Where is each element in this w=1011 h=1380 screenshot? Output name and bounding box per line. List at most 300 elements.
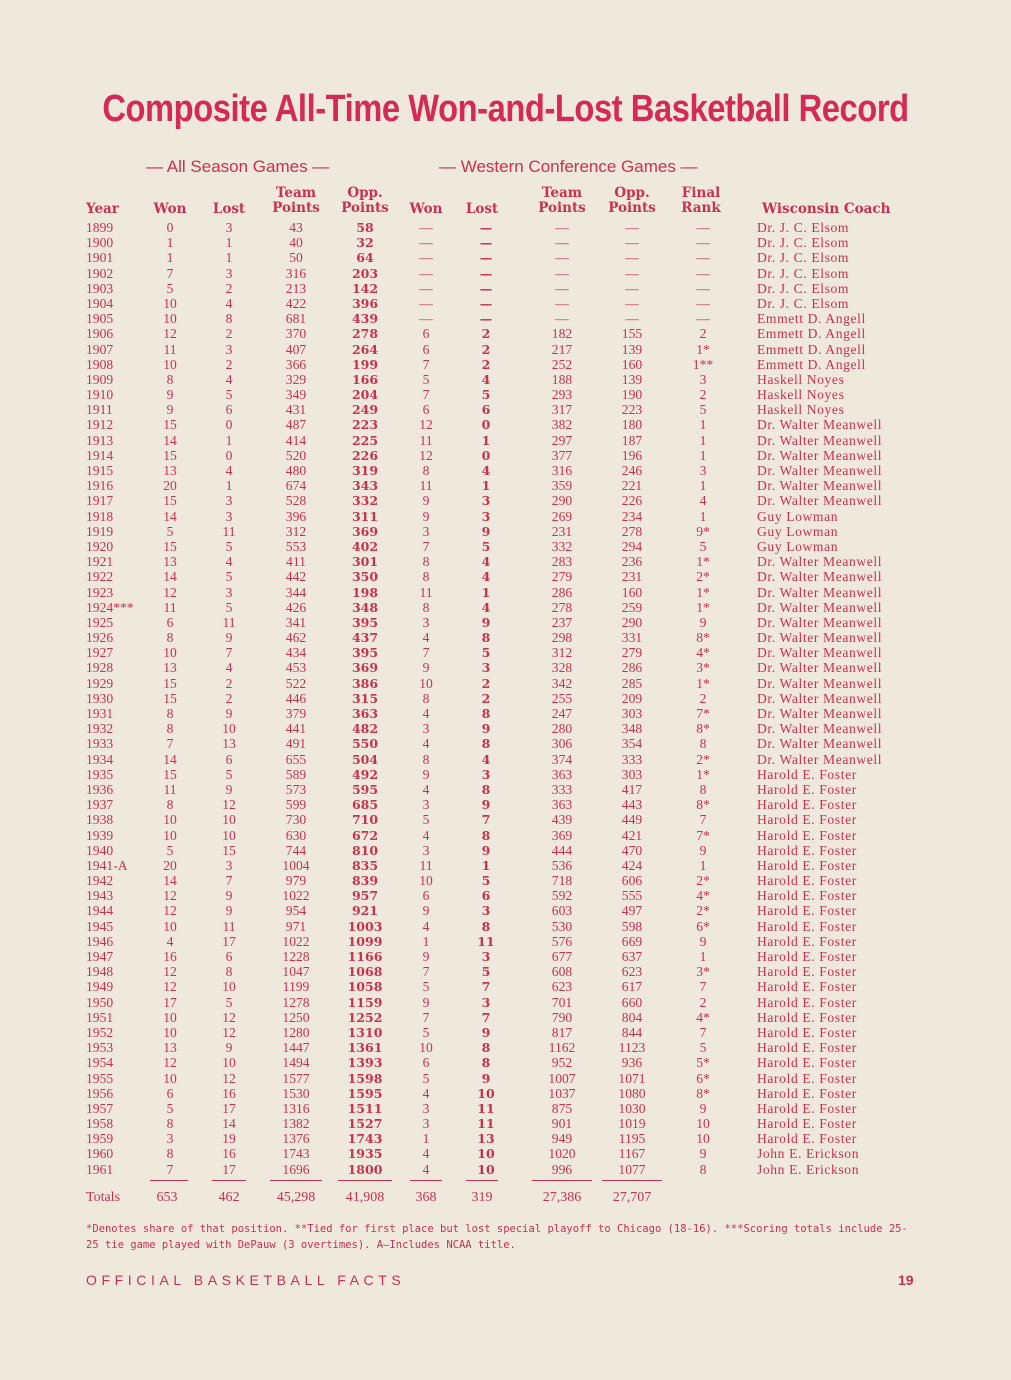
coach-cell: Harold E. Foster [757,933,857,949]
table-row [0,417,1011,432]
coach-cell: Harold E. Foster [757,812,857,828]
won-cell: 10 [163,645,177,661]
won-cell: 12 [163,979,177,995]
conf-opp-points-cell: 669 [621,933,643,949]
table-row [0,660,1011,675]
conf-team-points-cell: 603 [551,903,573,919]
lost-cell: 11 [222,614,236,630]
year-cell: 1936 [86,781,114,797]
final-rank-cell: 3* [696,964,710,980]
team-points-cell: 414 [285,432,307,448]
column-headers [0,186,1011,218]
team-points-cell: 213 [285,280,307,296]
conf-team-points-cell: 701 [551,994,573,1010]
table-row [0,448,1011,463]
year-cell: 1899 [86,220,114,235]
final-rank-cell: 2* [696,873,710,889]
won-cell: 17 [163,994,177,1010]
conf-lost-cell: 2 [481,341,491,357]
won-cell: 8 [166,1116,174,1132]
conf-lost-cell: 11 [477,1116,495,1132]
opp-points-cell: 1743 [347,1131,383,1147]
conf-won-cell: 8 [422,569,430,585]
conf-team-points-cell: 382 [551,417,573,433]
won-cell: 3 [166,1131,174,1147]
lost-cell: 9 [225,630,233,646]
conf-lost-cell: 8 [481,706,491,721]
conf-team-points-cell: 269 [551,508,573,524]
team-points-cell: 40 [289,235,303,251]
lost-cell: 0 [225,447,233,463]
year-cell: 1930 [86,690,114,706]
conf-lost-cell: 13 [477,1131,495,1147]
won-cell: 15 [163,447,177,463]
coach-cell: Haskell Noyes [757,371,845,387]
table-row [0,266,1011,281]
year-cell: 1934 [86,751,114,767]
totals-won: 653 [156,1190,178,1205]
year-cell: 1917 [86,493,114,509]
conf-team-points-cell: 283 [551,554,573,570]
table-row [0,1162,1011,1177]
coach-cell: Harold E. Foster [757,994,857,1010]
coach-cell: Dr. Walter Meanwell [757,614,883,630]
final-rank-cell: 7 [699,812,707,828]
year-cell: 1925 [86,614,114,630]
conf-won-cell: 4 [422,1161,430,1177]
col-year: Year [86,201,119,217]
opp-points-cell: 595 [351,781,379,797]
conf-won-cell: 3 [422,842,430,858]
won-cell: 12 [163,903,177,919]
won-cell: 0 [166,220,174,235]
won-cell: 9 [166,402,174,418]
final-rank-cell: 9 [699,1100,707,1116]
team-points-cell: 312 [285,523,307,539]
col-conf-won: Won [409,201,443,217]
won-cell: 10 [163,1024,177,1040]
conf-lost-cell: 1 [481,857,491,873]
conf-opp-points-cell: 936 [621,1055,643,1071]
final-rank-cell: 2* [696,569,710,585]
team-points-cell: 1047 [282,964,310,980]
lost-cell: 3 [225,493,233,509]
conf-won-cell: — [419,295,433,311]
year-cell: 1940 [86,842,114,858]
table-row [0,736,1011,751]
coach-cell: Harold E. Foster [757,1100,857,1116]
conf-lost-cell: 8 [481,736,491,752]
conf-opp-points-cell: 278 [621,523,643,539]
conf-team-points-cell: 188 [551,371,573,387]
opp-points-cell: 226 [351,447,379,463]
conf-lost-cell: 10 [477,1085,495,1101]
conf-lost-cell: 2 [481,675,491,691]
conf-team-points-cell: 377 [551,447,573,463]
table-row [0,600,1011,615]
lost-cell: 10 [222,827,236,843]
totals-conf-won: 368 [415,1190,437,1205]
team-points-cell: 329 [285,371,307,387]
coach-cell: Dr. Walter Meanwell [757,721,883,737]
final-rank-cell: 4* [696,888,710,904]
table-row [0,630,1011,645]
conf-won-cell: — [419,250,433,266]
totals-lost: 462 [218,1190,240,1205]
team-points-cell: 1022 [282,888,310,904]
table-row [0,949,1011,964]
divider-lost [212,1180,246,1181]
conf-team-points-cell: 374 [551,751,573,767]
opp-points-cell: 1595 [347,1085,383,1101]
conf-lost-cell: 3 [481,949,491,964]
year-cell: 1953 [86,1040,114,1056]
team-points-cell: 411 [286,554,306,570]
lost-cell: 17 [222,1161,236,1177]
coach-cell: Dr. J. C. Elsom [757,280,850,296]
opp-points-cell: 504 [351,751,379,767]
conf-team-points-cell: 359 [551,478,573,494]
opp-points-cell: 835 [351,857,379,873]
lost-cell: 3 [225,857,233,873]
team-points-cell: 1022 [282,933,310,949]
lost-cell: 8 [225,964,233,980]
conf-team-points-cell: 316 [551,463,573,478]
conf-opp-points-cell: 259 [621,599,643,615]
year-cell: 1944 [86,903,114,919]
conf-won-cell: — [419,311,433,327]
conf-team-points-cell: 536 [551,857,573,873]
conf-lost-cell: 4 [481,599,491,615]
opp-points-cell: 198 [351,584,379,600]
team-points-cell: 674 [285,478,307,494]
team-points-cell: 730 [285,812,307,828]
conf-opp-points-cell: 290 [621,614,643,630]
conf-won-cell: 11 [419,432,433,448]
table-row [0,509,1011,524]
lost-cell: 3 [225,220,233,235]
year-cell: 1910 [86,387,114,403]
team-points-cell: 453 [285,660,307,676]
conf-opp-points-cell: 160 [621,584,643,600]
year-cell: 1906 [86,326,114,342]
team-points-cell: 426 [285,599,307,615]
conf-lost-cell: 2 [481,356,491,372]
opp-points-cell: 1068 [347,964,383,980]
totals-opp-points: 41,908 [345,1190,385,1205]
conf-team-points-cell: 949 [551,1131,573,1147]
final-rank-cell: 3 [699,463,707,478]
opp-points-cell: 249 [351,402,379,418]
divider-team-points [270,1180,322,1181]
coach-cell: Dr. Walter Meanwell [757,463,883,478]
conf-lost-cell: 8 [481,1055,491,1071]
final-rank-cell: 1* [696,341,710,357]
year-cell: 1961 [86,1161,114,1177]
opp-points-cell: 1393 [347,1055,383,1071]
conf-lost-cell: 5 [481,873,491,889]
coach-cell: Harold E. Foster [757,873,857,889]
conf-lost-cell: 8 [481,1040,491,1056]
conf-team-points-cell: — [555,295,569,311]
conf-team-points-cell: 817 [551,1024,573,1040]
conference-header: — Western Conference Games — [439,157,698,176]
team-points-cell: 528 [285,493,307,509]
conf-opp-points-cell: 470 [621,842,643,858]
conf-team-points-cell: 790 [551,1009,573,1025]
totals-conf-team-points: 27,386 [542,1190,582,1205]
conf-won-cell: 7 [422,387,430,403]
won-cell: 16 [163,949,177,964]
conf-won-cell: 7 [422,1009,430,1025]
final-rank-cell: 1 [699,447,707,463]
opp-points-cell: 32 [356,235,374,251]
opp-points-cell: 1058 [347,979,383,995]
won-cell: 13 [163,463,177,478]
conf-lost-cell: 9 [481,523,491,539]
coach-cell: Harold E. Foster [757,1070,857,1086]
team-points-cell: 316 [285,265,307,281]
table-row [0,812,1011,827]
conf-lost-cell: — [479,220,493,235]
conf-team-points-cell: 623 [551,979,573,995]
won-cell: 14 [163,751,177,767]
final-rank-cell: 1 [699,432,707,448]
table-row [0,858,1011,873]
conf-lost-cell: 1 [481,478,491,494]
conf-opp-points-cell: 139 [621,371,643,387]
final-rank-cell: 8 [699,1161,707,1177]
opp-points-cell: 369 [351,523,379,539]
conf-team-points-cell: — [555,235,569,251]
opp-points-cell: 166 [351,371,379,387]
lost-cell: 10 [222,1055,236,1071]
conf-opp-points-cell: 606 [621,873,643,889]
table-row [0,873,1011,888]
lost-cell: 4 [225,660,233,676]
team-points-cell: 1743 [282,1146,310,1162]
table-row [0,676,1011,691]
conf-lost-cell: 8 [481,827,491,843]
lost-cell: 19 [222,1131,236,1147]
year-cell: 1919 [86,523,114,539]
coach-cell: Harold E. Foster [757,1040,857,1056]
year-cell: 1939 [86,827,114,843]
won-cell: 7 [166,1161,174,1177]
final-rank-cell: 1 [699,949,707,964]
won-cell: 14 [163,873,177,889]
team-points-cell: 349 [285,387,307,403]
conf-lost-cell: 5 [481,645,491,661]
lost-cell: 10 [222,812,236,828]
conf-team-points-cell: 312 [551,645,573,661]
conf-lost-cell: 3 [481,508,491,524]
conf-opp-points-cell: — [625,235,639,251]
won-cell: 10 [163,918,177,934]
team-points-cell: 954 [285,903,307,919]
table-row [0,903,1011,918]
table-row [0,706,1011,721]
won-cell: 10 [163,1009,177,1025]
opp-points-cell: 1361 [347,1040,383,1056]
lost-cell: 3 [225,341,233,357]
col-conf-team-points-line2: Points [538,200,586,216]
table-row [0,524,1011,539]
won-cell: 8 [166,371,174,387]
team-points-cell: 1250 [282,1009,310,1025]
lost-cell: 2 [225,675,233,691]
coach-cell: Harold E. Foster [757,979,857,995]
lost-cell: 5 [225,569,233,585]
team-points-cell: 744 [285,842,307,858]
coach-cell: Dr. Walter Meanwell [757,584,883,600]
conf-team-points-cell: 1007 [548,1070,576,1086]
final-rank-cell: 8* [696,797,710,813]
final-rank-cell: — [696,235,710,251]
won-cell: 15 [163,675,177,691]
conf-lost-cell: 8 [481,781,491,797]
conf-won-cell: 3 [422,721,430,737]
final-rank-cell: 5* [696,1055,710,1071]
lost-cell: 0 [225,417,233,433]
coach-cell: Harold E. Foster [757,857,857,873]
opp-points-cell: 199 [351,356,379,372]
col-team-points-line2: Points [272,200,320,216]
opp-points-cell: 301 [351,554,379,570]
conf-opp-points-cell: — [625,311,639,327]
lost-cell: 5 [225,599,233,615]
final-rank-cell: — [696,265,710,281]
won-cell: 15 [163,417,177,433]
lost-cell: 4 [225,554,233,570]
footnote: *Denotes share of that position. **Tied for first place but lost special playoff to Chicago (18-16). ***Scoring totals include 25-25 tie game played with DePauw (3 overtimes). A—Includes NCAA title. [86,1223,908,1251]
final-rank-cell: 1* [696,599,710,615]
conf-won-cell: 4 [422,1146,430,1162]
conf-won-cell: 3 [422,797,430,813]
lost-cell: 1 [225,250,233,266]
year-cell: 1911 [86,402,113,418]
won-cell: 4 [166,933,174,949]
conf-won-cell: 4 [422,1085,430,1101]
year-cell: 1945 [86,918,114,934]
coach-cell: Guy Lowman [757,538,839,554]
year-cell: 1937 [86,797,114,813]
team-points-cell: 344 [285,584,307,600]
opp-points-cell: 839 [351,873,379,889]
conf-opp-points-cell: — [625,295,639,311]
divider-conf-lost [466,1180,498,1181]
conf-team-points-cell: 439 [551,812,573,828]
conf-team-points-cell: 286 [551,584,573,600]
conf-won-cell: 10 [419,873,433,889]
opp-points-cell: 685 [351,797,379,813]
lost-cell: 16 [222,1085,236,1101]
team-points-cell: 681 [285,311,307,327]
conf-team-points-cell: 369 [551,827,573,843]
conf-won-cell: 5 [422,1024,430,1040]
table-row [0,493,1011,508]
lost-cell: 12 [222,797,236,813]
coach-cell: Dr. Walter Meanwell [757,751,883,767]
table-row [0,296,1011,311]
opp-points-cell: 363 [351,706,379,721]
conf-opp-points-cell: 231 [621,569,643,585]
totals-conf-opp-points: 27,707 [612,1190,652,1205]
table-row [0,995,1011,1010]
table-row [0,721,1011,736]
year-cell: 1960 [86,1146,114,1162]
coach-cell: Harold E. Foster [757,918,857,934]
won-cell: 10 [163,311,177,327]
year-cell: 1941-A [86,857,128,873]
coach-cell: Dr. Walter Meanwell [757,569,883,585]
conf-opp-points-cell: — [625,280,639,296]
final-rank-cell: 2 [699,387,707,403]
final-rank-cell: 1* [696,554,710,570]
final-rank-cell: — [696,280,710,296]
conf-opp-points-cell: 303 [621,766,643,782]
coach-cell: Dr. J. C. Elsom [757,295,850,311]
year-cell: 1902 [86,265,114,281]
opp-points-cell: 672 [351,827,379,843]
col-conf-opp-points [608,186,656,216]
table-row [0,1010,1011,1025]
team-points-cell: 630 [285,827,307,843]
final-rank-cell: 6* [696,918,710,934]
final-rank-cell: 2 [699,690,707,706]
conf-opp-points-cell: 1195 [618,1131,646,1147]
coach-cell: Harold E. Foster [757,888,857,904]
team-points-cell: 487 [285,417,307,433]
coach-cell: Harold E. Foster [757,903,857,919]
opp-points-cell: 1252 [347,1009,383,1025]
team-points-cell: 655 [285,751,307,767]
table-row [0,691,1011,706]
lost-cell: 6 [225,751,233,767]
lost-cell: 5 [225,994,233,1010]
conf-team-points-cell: 252 [551,356,573,372]
conf-team-points-cell: 231 [551,523,573,539]
conf-won-cell: — [419,265,433,281]
conf-opp-points-cell: — [625,250,639,266]
year-cell: 1922 [86,569,114,585]
col-opp-points-line1: Opp. [347,185,383,201]
year-cell: 1915 [86,463,114,478]
col-team-points [272,186,320,216]
conf-opp-points-cell: 331 [621,630,643,646]
year-cell: 1905 [86,311,114,327]
conf-won-cell: 8 [422,690,430,706]
conf-opp-points-cell: 1071 [618,1070,646,1086]
table-row [0,220,1011,235]
team-points-cell: 1228 [282,949,310,964]
won-cell: 10 [163,1070,177,1086]
divider-conf-opp-points [602,1180,662,1181]
conf-opp-points-cell: 1080 [618,1085,646,1101]
final-rank-cell: — [696,295,710,311]
conf-won-cell: 9 [422,903,430,919]
conf-won-cell: 6 [422,341,430,357]
coach-cell: Dr. J. C. Elsom [757,235,850,251]
year-cell: 1912 [86,417,114,433]
won-cell: 10 [163,295,177,311]
totals-label: Totals [86,1190,121,1205]
conf-team-points-cell: 996 [551,1161,573,1177]
lost-cell: 5 [225,538,233,554]
conf-lost-cell: 8 [481,918,491,934]
team-points-cell: 422 [285,295,307,311]
conf-opp-points-cell: 209 [621,690,643,706]
